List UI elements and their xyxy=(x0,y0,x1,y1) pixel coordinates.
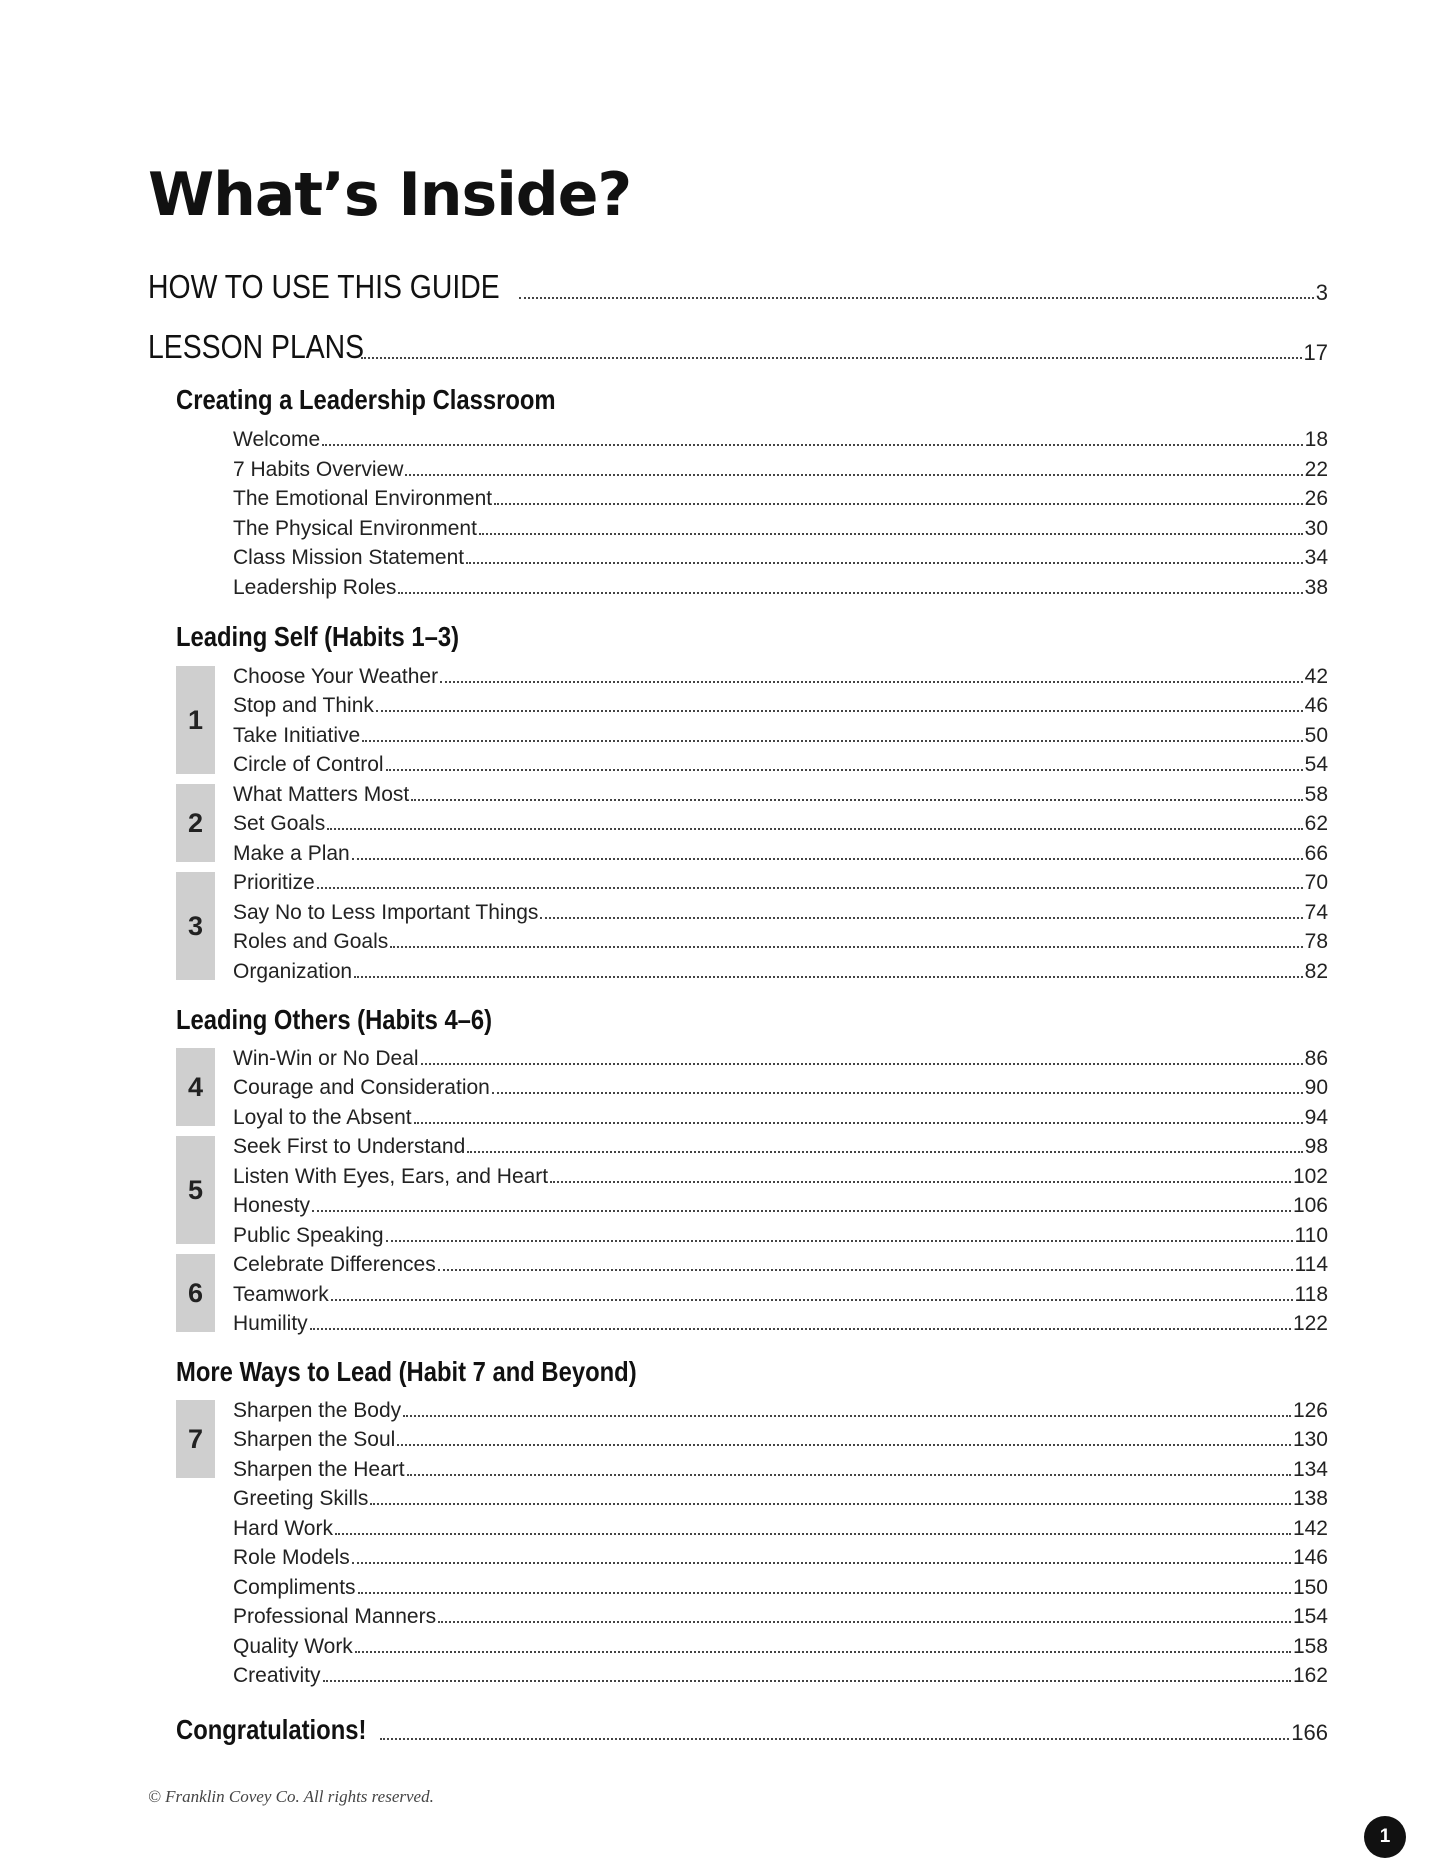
dot-leader xyxy=(322,444,1303,446)
toc-entry-congratulations[interactable] xyxy=(176,1706,1328,1746)
habit-number-badge: 2 xyxy=(176,784,215,862)
page-title: What’s Inside? xyxy=(148,160,632,230)
toc-entry[interactable] xyxy=(233,1278,1328,1307)
toc-entry-label: Loyal to the Absent xyxy=(233,1106,412,1129)
toc-entry-label: Quality Work xyxy=(233,1635,353,1658)
toc-entry[interactable] xyxy=(233,1512,1328,1541)
toc-entry[interactable] xyxy=(233,571,1328,600)
section-heading-classroom: Creating a Leadership Classroom xyxy=(176,384,556,415)
dot-leader xyxy=(370,1503,1291,1505)
toc-entry-label: Make a Plan xyxy=(233,842,350,865)
toc-entry[interactable] xyxy=(233,1219,1328,1248)
toc-entry-label: Role Models xyxy=(233,1546,350,1569)
dot-leader xyxy=(323,1680,1291,1682)
toc-entry[interactable] xyxy=(233,1307,1328,1336)
toc-entry-label: Professional Manners xyxy=(233,1605,437,1628)
toc-entry[interactable] xyxy=(233,1101,1328,1130)
dot-leader xyxy=(414,1122,1303,1124)
toc-entry-page: 166 xyxy=(1291,1720,1328,1745)
dot-leader xyxy=(386,1240,1293,1242)
dot-leader xyxy=(540,917,1302,919)
toc-entry-page: 94 xyxy=(1304,1106,1328,1129)
toc-entry-label: Say No to Less Important Things xyxy=(233,901,539,924)
toc-entry[interactable] xyxy=(233,1541,1328,1570)
dot-leader xyxy=(440,681,1303,683)
habit-number-badge: 7 xyxy=(176,1400,215,1478)
toc-entry[interactable] xyxy=(233,1600,1328,1629)
toc-entry-page: 158 xyxy=(1292,1635,1328,1658)
toc-entry-page: 42 xyxy=(1304,665,1328,688)
toc-entry-page: 126 xyxy=(1292,1399,1328,1422)
toc-entry[interactable] xyxy=(233,837,1328,866)
dot-leader xyxy=(362,740,1302,742)
toc-entry[interactable] xyxy=(233,955,1328,984)
dot-leader xyxy=(327,828,1302,830)
toc-entry[interactable] xyxy=(233,925,1328,954)
toc-entry-lesson-plans[interactable] xyxy=(148,322,1328,366)
dot-leader xyxy=(331,1299,1293,1301)
toc-entry-label: Celebrate Differences xyxy=(233,1253,436,1276)
toc-entry-how-to-use[interactable] xyxy=(148,262,1328,306)
toc-entry-label: Welcome xyxy=(233,428,321,451)
toc-entry[interactable] xyxy=(233,482,1328,511)
toc-entry[interactable] xyxy=(233,1394,1328,1423)
toc-entry[interactable] xyxy=(233,807,1328,836)
toc-entry-page: 114 xyxy=(1294,1253,1328,1276)
dot-leader xyxy=(519,297,1314,299)
dot-leader xyxy=(411,799,1302,801)
dot-leader xyxy=(438,1621,1291,1623)
toc-entry-label: Honesty xyxy=(233,1194,311,1217)
toc-entry-page: 62 xyxy=(1304,812,1328,835)
toc-entry[interactable] xyxy=(233,1130,1328,1159)
toc-entry-page: 70 xyxy=(1304,871,1328,894)
toc-entry-page: 146 xyxy=(1292,1546,1328,1569)
copyright-notice: © Franklin Covey Co. All rights reserved. xyxy=(148,1787,434,1806)
toc-entry-page: 50 xyxy=(1304,724,1328,747)
dot-leader xyxy=(405,474,1302,476)
toc-entry-label: Humility xyxy=(233,1312,308,1335)
toc-entry-label: What Matters Most xyxy=(233,783,410,806)
dot-leader xyxy=(467,1151,1302,1153)
toc-entry-label: Prioritize xyxy=(233,871,315,894)
toc-entry-label: Sharpen the Soul xyxy=(233,1428,396,1451)
dot-leader xyxy=(310,1328,1291,1330)
dot-leader xyxy=(438,1269,1293,1271)
toc-entry[interactable] xyxy=(233,541,1328,570)
toc-entry[interactable] xyxy=(233,1160,1328,1189)
toc-entry-label: Stop and Think xyxy=(233,694,374,717)
toc-entry[interactable] xyxy=(233,1189,1328,1218)
dot-leader xyxy=(550,1181,1291,1183)
dot-leader xyxy=(361,357,1301,359)
toc-entry-page: 22 xyxy=(1304,458,1328,481)
dot-leader xyxy=(376,710,1303,712)
toc-entry-page: 86 xyxy=(1304,1047,1328,1070)
toc-entry-label: Sharpen the Body xyxy=(233,1399,402,1422)
toc-entry-page: 30 xyxy=(1304,517,1328,540)
dot-leader xyxy=(352,858,1303,860)
page-number-badge: 1 xyxy=(1364,1816,1406,1858)
toc-entry-page: 58 xyxy=(1304,783,1328,806)
toc-entry-page: 150 xyxy=(1292,1576,1328,1599)
toc-entry-label: HOW TO USE THIS GUIDE xyxy=(148,268,500,305)
toc-entry-page: 142 xyxy=(1292,1517,1328,1540)
toc-entry[interactable] xyxy=(233,1042,1328,1071)
dot-leader xyxy=(466,562,1303,564)
toc-entry-page: 54 xyxy=(1304,753,1328,776)
toc-entry-label: Leadership Roles xyxy=(233,576,397,599)
section-heading-leading-others: Leading Others (Habits 4–6) xyxy=(176,1004,493,1035)
toc-entry-label: Roles and Goals xyxy=(233,930,389,953)
dot-leader xyxy=(380,1738,1289,1740)
habit-number-badge: 3 xyxy=(176,872,215,980)
toc-entry-label: The Physical Environment xyxy=(233,517,477,540)
toc-entry-page: 122 xyxy=(1292,1312,1328,1335)
dot-leader xyxy=(492,1092,1303,1094)
dot-leader xyxy=(358,1592,1291,1594)
toc-entry-page: 18 xyxy=(1304,428,1328,451)
toc-entry-page: 98 xyxy=(1304,1135,1328,1158)
toc-entry-label: Hard Work xyxy=(233,1517,333,1540)
toc-entry[interactable] xyxy=(233,1482,1328,1511)
toc-entry-page: 26 xyxy=(1304,487,1328,510)
toc-entry-page: 78 xyxy=(1304,930,1328,953)
toc-entry-page: 154 xyxy=(1292,1605,1328,1628)
toc-entry-label: Seek First to Understand xyxy=(233,1135,466,1158)
toc-entry-label: 7 Habits Overview xyxy=(233,458,404,481)
toc-entry[interactable] xyxy=(233,896,1328,925)
habit-number-badge: 4 xyxy=(176,1048,215,1126)
toc-entry-label: Listen With Eyes, Ears, and Heart xyxy=(233,1165,549,1188)
dot-leader xyxy=(479,533,1303,535)
toc-entry-label: Teamwork xyxy=(233,1283,329,1306)
toc-entry-label: Compliments xyxy=(233,1576,356,1599)
toc-entry-page: 130 xyxy=(1292,1428,1328,1451)
dot-leader xyxy=(386,769,1303,771)
toc-entry[interactable] xyxy=(233,1571,1328,1600)
dot-leader xyxy=(407,1474,1291,1476)
dot-leader xyxy=(355,1651,1291,1653)
toc-entry[interactable] xyxy=(233,453,1328,482)
habit-number-badge: 6 xyxy=(176,1254,215,1332)
toc-entry[interactable] xyxy=(233,1453,1328,1482)
toc-entry-label: Take Initiative xyxy=(233,724,361,747)
toc-entry-label: Greeting Skills xyxy=(233,1487,369,1510)
toc-entry-label: Circle of Control xyxy=(233,753,384,776)
toc-entry[interactable] xyxy=(233,778,1328,807)
habit-number-badge: 1 xyxy=(176,666,215,774)
toc-entry-page: 38 xyxy=(1304,576,1328,599)
section-heading-more-ways: More Ways to Lead (Habit 7 and Beyond) xyxy=(176,1356,637,1387)
toc-entry-label: Choose Your Weather xyxy=(233,665,439,688)
toc-entry-page: 110 xyxy=(1294,1224,1328,1247)
dot-leader xyxy=(421,1063,1303,1065)
toc-entry[interactable] xyxy=(233,1071,1328,1100)
toc-entry[interactable] xyxy=(233,719,1328,748)
dot-leader xyxy=(352,1562,1291,1564)
dot-leader xyxy=(317,887,1303,889)
toc-entry[interactable] xyxy=(233,1630,1328,1659)
toc-entry-label: Creativity xyxy=(233,1664,321,1687)
toc-entry-page: 74 xyxy=(1304,901,1328,924)
toc-entry[interactable] xyxy=(233,866,1328,895)
toc-entry[interactable] xyxy=(233,423,1328,452)
toc-entry-label: Win-Win or No Deal xyxy=(233,1047,419,1070)
toc-entry[interactable] xyxy=(233,660,1328,689)
dot-leader xyxy=(312,1210,1291,1212)
toc-entry-label: Organization xyxy=(233,960,353,983)
toc-entry-label: LESSON PLANS xyxy=(148,328,365,365)
toc-entry-page: 138 xyxy=(1292,1487,1328,1510)
toc-entry-page: 106 xyxy=(1292,1194,1328,1217)
dot-leader xyxy=(335,1533,1291,1535)
toc-entry-page: 46 xyxy=(1304,694,1328,717)
section-heading-leading-self: Leading Self (Habits 1–3) xyxy=(176,621,460,652)
dot-leader xyxy=(494,503,1303,505)
dot-leader xyxy=(398,592,1302,594)
toc-entry-label: Courage and Consideration xyxy=(233,1076,490,1099)
toc-entry-label: Sharpen the Heart xyxy=(233,1458,405,1481)
dot-leader xyxy=(397,1444,1291,1446)
toc-entry-label: Class Mission Statement xyxy=(233,546,465,569)
toc-entry-label: The Emotional Environment xyxy=(233,487,493,510)
habit-number-badge: 5 xyxy=(176,1136,215,1244)
toc-entry-label: Congratulations! xyxy=(176,1714,367,1745)
dot-leader xyxy=(403,1415,1291,1417)
toc-entry-page: 3 xyxy=(1315,280,1328,305)
toc-entry-page: 134 xyxy=(1292,1458,1328,1481)
toc-entry-label: Public Speaking xyxy=(233,1224,384,1247)
toc-entry-page: 34 xyxy=(1304,546,1328,569)
toc-entry[interactable] xyxy=(233,1659,1328,1688)
dot-leader xyxy=(390,946,1302,948)
toc-entry-page: 66 xyxy=(1304,842,1328,865)
dot-leader xyxy=(354,976,1303,978)
toc-entry[interactable] xyxy=(233,748,1328,777)
toc-entry[interactable] xyxy=(233,1248,1328,1277)
toc-entry-page: 118 xyxy=(1294,1283,1328,1306)
toc-entry[interactable] xyxy=(233,1423,1328,1452)
toc-entry-label: Set Goals xyxy=(233,812,326,835)
toc-entry[interactable] xyxy=(233,512,1328,541)
toc-entry-page: 102 xyxy=(1292,1165,1328,1188)
toc-entry-page: 17 xyxy=(1303,340,1328,365)
toc-entry-page: 82 xyxy=(1304,960,1328,983)
toc-entry[interactable] xyxy=(233,689,1328,718)
toc-entry-page: 90 xyxy=(1304,1076,1328,1099)
toc-entry-page: 162 xyxy=(1292,1664,1328,1687)
